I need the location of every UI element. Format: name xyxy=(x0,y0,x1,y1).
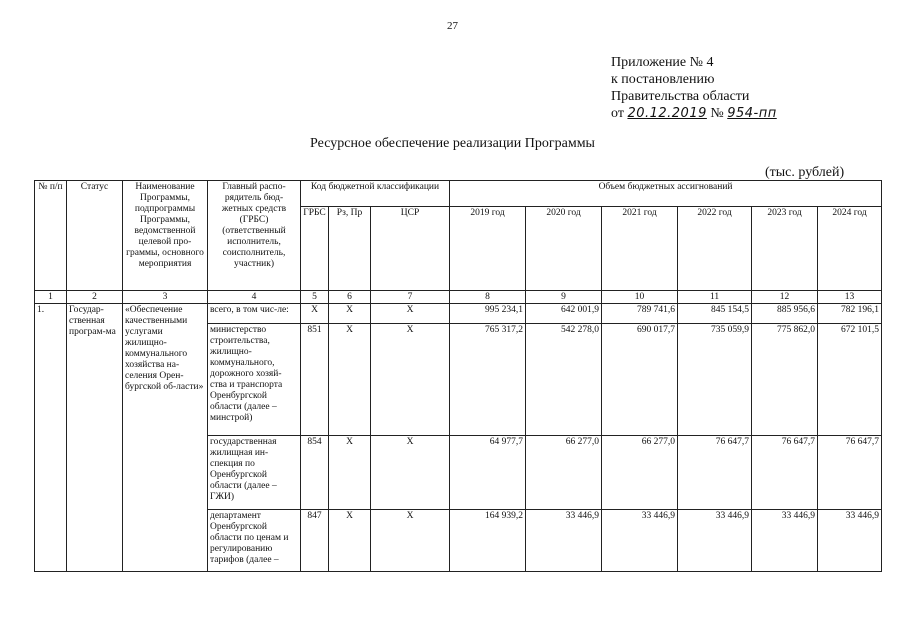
column-numbers-row xyxy=(35,291,882,304)
header-num: № п/п xyxy=(35,181,67,291)
row-value-2024: 33 446,9 xyxy=(818,510,882,572)
row-value-2019: 64 977,7 xyxy=(450,436,526,510)
col-number: 7 xyxy=(371,291,450,304)
header-year-2023: 2023 год xyxy=(752,207,818,291)
row-value-2021: 789 741,6 xyxy=(602,304,678,324)
row-value-2020: 642 001,9 xyxy=(526,304,602,324)
header-name: Наименование Программы, подпрограммы Программы, ведомственной целевой про-граммы, основного мероприятия xyxy=(123,181,208,291)
row-grbs-name: департамент Оренбургской области по ценам и регулированию тарифов (далее – xyxy=(208,510,301,572)
row-value-2023: 885 956,6 xyxy=(752,304,818,324)
row-csr: Х xyxy=(371,324,450,436)
row-value-2020: 66 277,0 xyxy=(526,436,602,510)
row-grbs-code: Х xyxy=(301,304,329,324)
row-grbs-code: 847 xyxy=(301,510,329,572)
header-grbs-main: Главный распо-рядитель бюд-жетных средств (ГРБС) (ответственный исполнитель, соисполнитель, участник) xyxy=(208,181,301,291)
row-status: Государ-ственная програм-ма xyxy=(67,304,123,572)
header-year-2024: 2024 год xyxy=(818,207,882,291)
row-value-2019: 765 317,2 xyxy=(450,324,526,436)
row-rzpr: Х xyxy=(329,436,371,510)
col-number: 2 xyxy=(67,291,123,304)
row-csr: Х xyxy=(371,510,450,572)
row-grbs-code: 851 xyxy=(301,324,329,436)
header-code-group: Код бюджетной классификации xyxy=(301,181,450,207)
row-program-name: «Обеспечение качественными услугами жилищно-коммунального хозяйства на-селения Орен-бургской об-ласти» xyxy=(123,304,208,572)
row-rzpr: Х xyxy=(329,510,371,572)
row-value-2022: 76 647,7 xyxy=(678,436,752,510)
row-value-2022: 33 446,9 xyxy=(678,510,752,572)
header-year-2019: 2019 год xyxy=(450,207,526,291)
row-value-2021: 690 017,7 xyxy=(602,324,678,436)
row-grbs-name: министерство строительства, жилищно-коммунального, дорожного хозяй-ства и транспорта Оренбургской области (далее – минстрой) xyxy=(208,324,301,436)
row-value-2019: 995 234,1 xyxy=(450,304,526,324)
unit-label: (тыс. рублей) xyxy=(765,165,845,180)
header-year-2021: 2021 год xyxy=(602,207,678,291)
appendix-line-4 xyxy=(611,105,777,122)
from-label: от xyxy=(611,106,624,121)
col-number: 5 xyxy=(301,291,329,304)
document-title: Ресурсное обеспечение реализации Программы xyxy=(310,136,595,151)
row-value-2023: 76 647,7 xyxy=(752,436,818,510)
row-value-2019: 164 939,2 xyxy=(450,510,526,572)
appendix-line-2: к постановлению xyxy=(611,72,715,87)
row-value-2023: 775 862,0 xyxy=(752,324,818,436)
header-grbs: ГРБС xyxy=(301,207,329,291)
row-rzpr: Х xyxy=(329,324,371,436)
header-volume-group: Объем бюджетных ассигнований xyxy=(450,181,882,207)
col-number: 13 xyxy=(818,291,882,304)
col-number: 1 xyxy=(35,291,67,304)
col-number: 12 xyxy=(752,291,818,304)
resource-table xyxy=(34,180,882,572)
appendix-line-1: Приложение № 4 xyxy=(611,55,714,70)
row-value-2024: 672 101,5 xyxy=(818,324,882,436)
row-value-2020: 542 278,0 xyxy=(526,324,602,436)
row-num: 1. xyxy=(35,304,67,572)
col-number: 11 xyxy=(678,291,752,304)
table-row xyxy=(35,304,882,324)
header-year-2022: 2022 год xyxy=(678,207,752,291)
col-number: 9 xyxy=(526,291,602,304)
col-number: 8 xyxy=(450,291,526,304)
header-rzpr: Рз, Пр xyxy=(329,207,371,291)
row-value-2024: 76 647,7 xyxy=(818,436,882,510)
number-label: № xyxy=(710,106,724,121)
row-value-2022: 735 059,9 xyxy=(678,324,752,436)
row-value-2022: 845 154,5 xyxy=(678,304,752,324)
col-number: 4 xyxy=(208,291,301,304)
row-grbs-name: всего, в том чис-ле: xyxy=(208,304,301,324)
row-rzpr: Х xyxy=(329,304,371,324)
appendix-block xyxy=(611,54,777,122)
row-value-2020: 33 446,9 xyxy=(526,510,602,572)
row-value-2021: 33 446,9 xyxy=(602,510,678,572)
page-number: 27 xyxy=(447,20,458,32)
decree-number: 954-пп xyxy=(727,106,777,121)
col-number: 3 xyxy=(123,291,208,304)
row-grbs-code: 854 xyxy=(301,436,329,510)
row-value-2023: 33 446,9 xyxy=(752,510,818,572)
appendix-line-3: Правительства области xyxy=(611,89,750,104)
header-year-2020: 2020 год xyxy=(526,207,602,291)
row-csr: Х xyxy=(371,304,450,324)
row-csr: Х xyxy=(371,436,450,510)
row-value-2021: 66 277,0 xyxy=(602,436,678,510)
col-number: 6 xyxy=(329,291,371,304)
row-value-2024: 782 196,1 xyxy=(818,304,882,324)
decree-date: 20.12.2019 xyxy=(627,106,707,121)
row-grbs-name: государственная жилищная ин-спекция по Оренбургской области (далее – ГЖИ) xyxy=(208,436,301,510)
col-number: 10 xyxy=(602,291,678,304)
header-csr: ЦСР xyxy=(371,207,450,291)
header-status: Статус xyxy=(67,181,123,291)
